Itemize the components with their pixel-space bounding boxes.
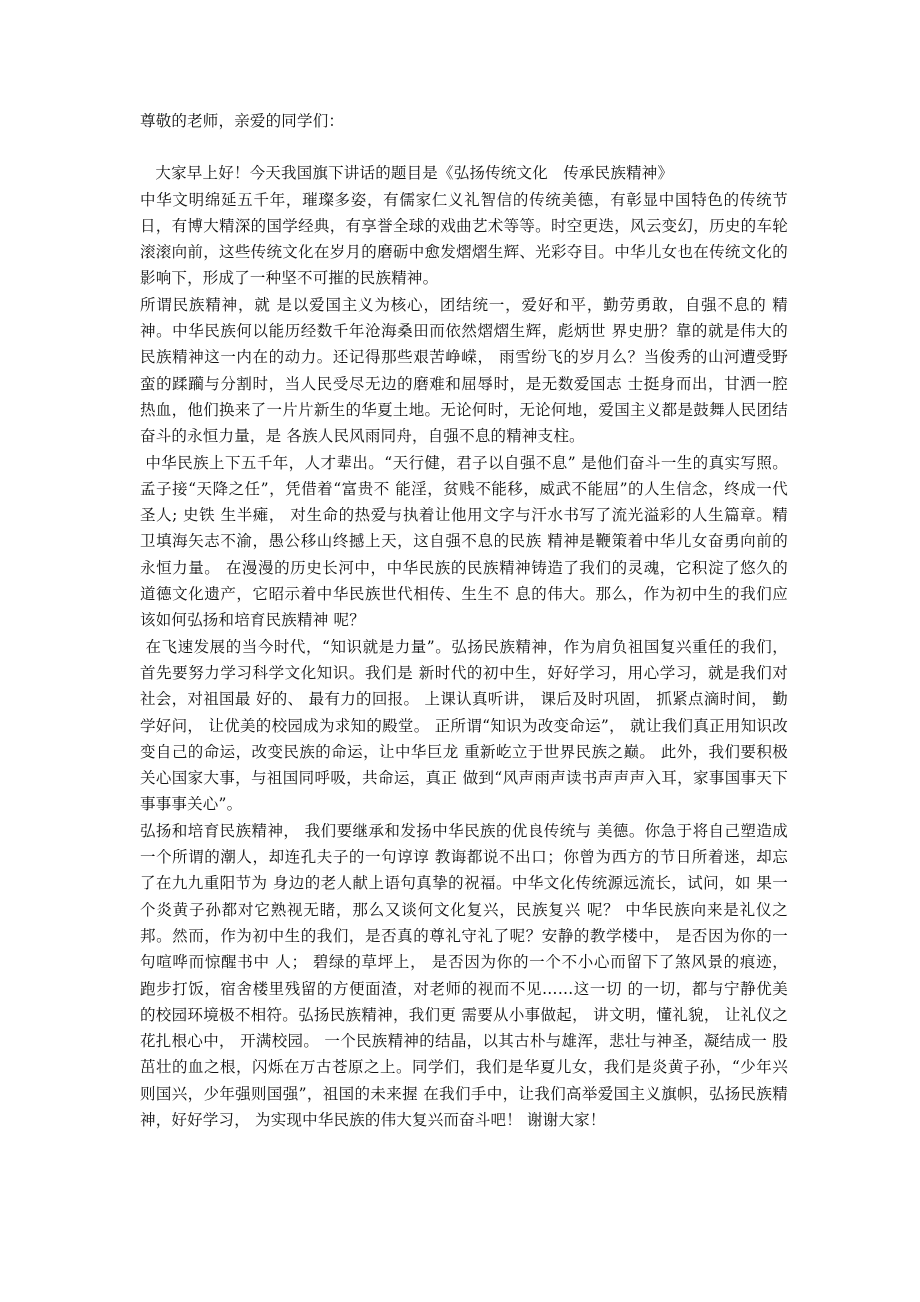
paragraph-opening: 大家早上好！今天我国旗下讲话的题目是《弘扬传统文化 传承民族精神》: [140, 164, 674, 183]
salutation: 尊敬的老师，亲爱的同学们：: [140, 112, 345, 130]
speech-document: [140, 108, 794, 1133]
blank-line: [140, 134, 788, 160]
paragraph-civilization: 中华文明绵延五千年，璀璨多姿，有儒家仁义礼智信的传统美德，有彰显中国特色的传统节日，有博大精深的国学经典，有享誉全球的戏曲艺术等等。时空更迭，风云变幻，历史的车轮滚滚向前，这些传统文化在岁月的磨砺中愈发熠熠生辉、光彩夺目。中华儿女也在传统文化的影响下，形成了一种坚不可摧的民族精神。: [140, 190, 788, 288]
paragraph-national-spirit: 所谓民族精神，就 是以爱国主义为核心，团结统一，爱好和平，勤劳勇敢，自强不息的 精神。中华民族何以能历经数千年沧海桑田而依然熠熠生辉，彪炳世 界史册？靠的就是伟大的民族精神这一内在的动力。还记得那些艰苦峥嵘， 雨雪纷飞的岁月么？当俊秀的山河遭受野 蛮的蹂躏与分割时，当人民受尽无边的磨难和屈辱时，是无数爱国志 士挺身而出，甘洒一腔热血，他们换来了一片片新生的华夏土地。无论何时，无论何地，爱国主义都是鼓舞人民团结奋斗的永恒力量，是 各族人民风雨同舟，自强不息的精神支柱。: [140, 295, 794, 446]
paragraph-etiquette: 弘扬和培育民族精神， 我们要继承和发扬中华民族的优良传统与 美德。你急于将自己塑造成一个所谓的潮人，却连孔夫子的一句谆谆 教诲都说不出口；你曾为西方的节日所着迷，却忘了在九九重阳节为 身边的老人献上语句真挚的祝福。中华文化传统源远流长，试问，如 果一个炎黄子孙都对它熟视无睹，那么又谈何文化复兴，民族复兴 呢？ 中华民族向来是礼仪之邦。然而，作为初中生的我们，是否真的尊礼守礼了呢？安静的教学楼中， 是否因为你的一句喧哗而惊醒书中 人； 碧绿的草坪上， 是否因为你的一个不小心而留下了煞风景的痕迹， 跑步打饭，宿舍楼里残留的方便面渣，对老师的视而不见……这一切 的一切，都与宁静优美的校园环境极不相符。弘扬民族精神，我们更 需要从小事做起， 讲文明，懂礼貌， 让礼仪之花扎根心中， 开满校园。 一个民族精神的结晶，以其古朴与雄浑，悲壮与神圣，凝结成一 股茁壮的血之根，闪烁在万古苍原之上。同学们，我们是华夏儿女，我们是炎黄子孙，“少年兴则国兴，少年强则国强”，祖国的未来握 在我们手中，让我们高举爱国主义旗帜，弘扬民族精神，好好学习， 为实现中华民族的伟大复兴而奋斗吧！ 谢谢大家！: [140, 821, 794, 1129]
paragraph-knowledge: 在飞速发展的当今时代，“知识就是力量”。弘扬民族精神，作为肩负祖国复兴重任的我们，首先要努力学习科学文化知识。我们是 新时代的初中生，好好学习，用心学习，就是我们对社会，对祖国最 好的、 最有力的回报。 上课认真听讲， 课后及时巩固， 抓紧点滴时间， 勤学好问， 让优美的校园成为求知的殿堂。 正所谓“知识为改变命运”， 就让我们真正用知识改变自己的命运，改变民族的命运，让中华巨龙 重新屹立于世界民族之巅。 此外，我们要积极关心国家大事，与祖国同呼吸，共命运，真正 做到“风声雨声读书声声声入耳，家事国事天下事事事关心”。: [140, 637, 788, 814]
paragraph-self-improvement: 中华民族上下五千年，人才辈出。“天行健，君子以自强不息” 是他们奋斗一生的真实写照。孟子接“天降之任”，凭借着“富贵不 能淫，贫贱不能移，威武不能屈”的人生信念，终成一代圣人; 史铁 生半瘫， 对生命的热爱与执着让他用文字与汗水书写了流光溢彩的人生篇章。精卫填海矢志不渝，愚公移山终撼上天，这自强不息的民族 精神是鞭策着中华儿女奋勇向前的永恒力量。 在漫漫的历史长河中，中华民族的民族精神铸造了我们的灵魂，它积淀了悠久的道德文化遗产，它昭示着中华民族世代相传、生生不 息的伟大。那么，作为初中生的我们应该如何弘扬和培育民族精神 呢？: [140, 453, 788, 630]
